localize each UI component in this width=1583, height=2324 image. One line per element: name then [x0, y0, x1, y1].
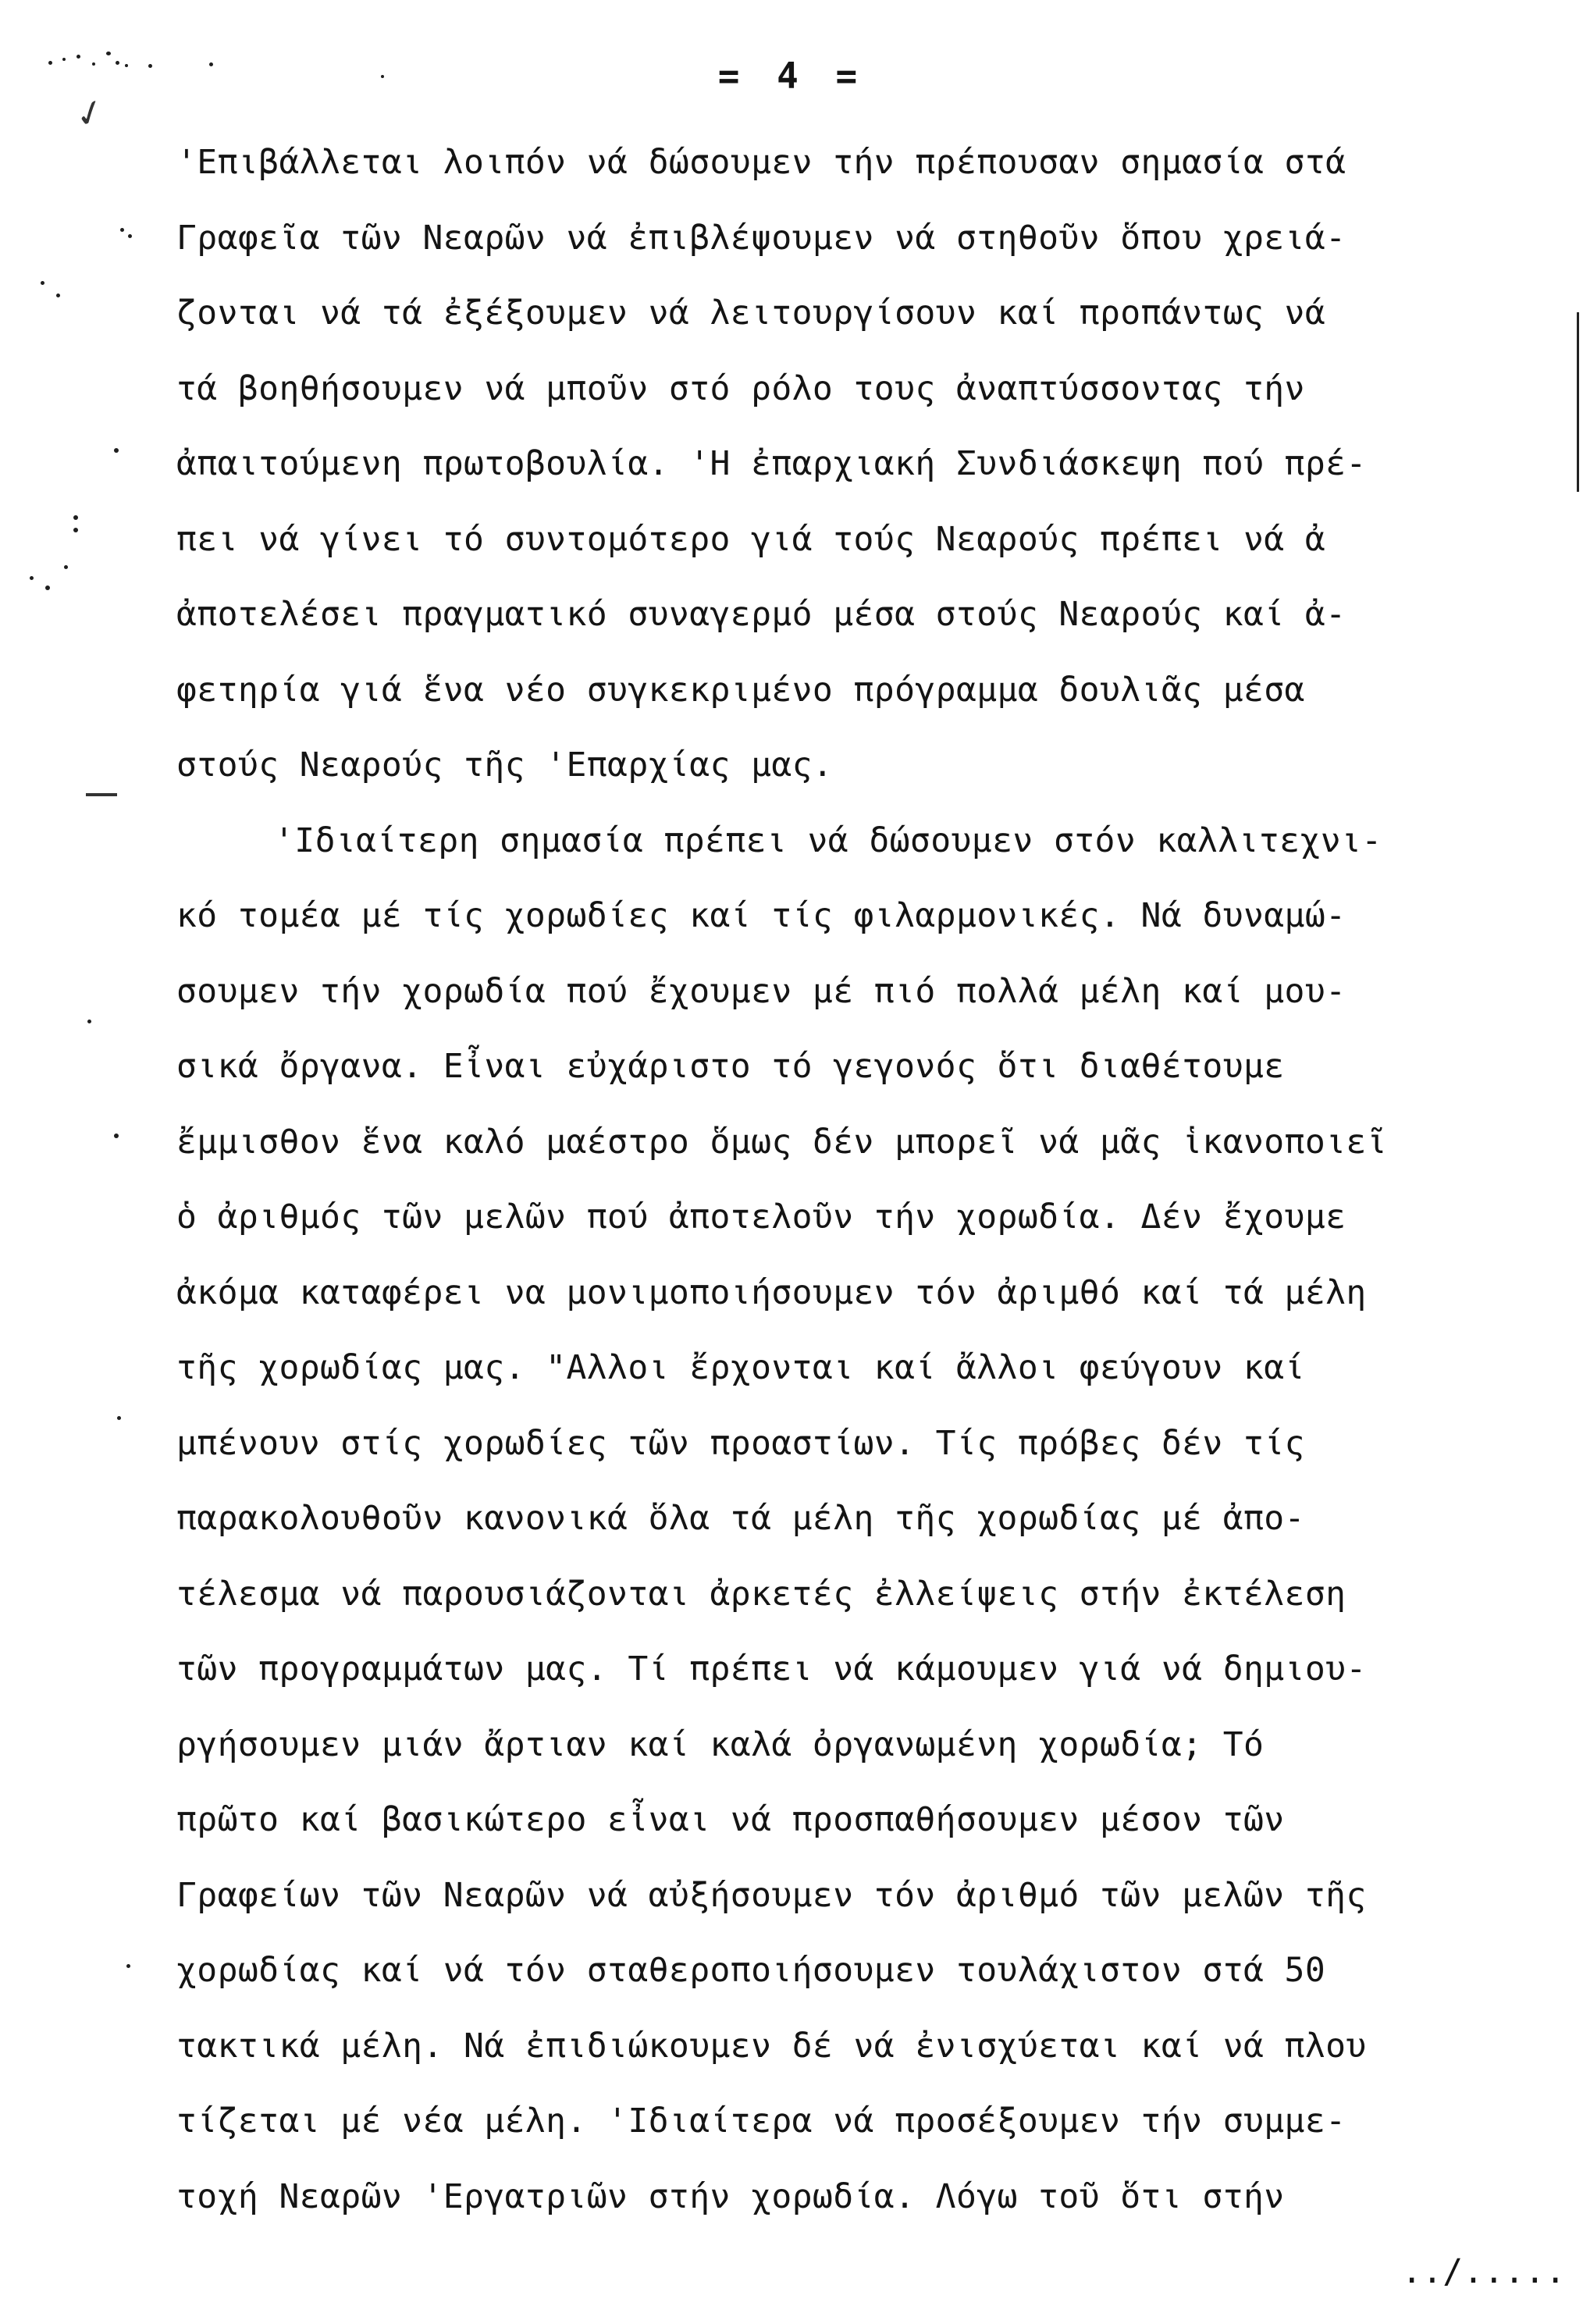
text-line: 'Ιδιαίτερη σημασία πρέπει νά δώσουμεν στόν καλλιτεχνι-: [274, 820, 1382, 860]
text-line: τακτικά μέλη. Νά ἐπιδιώκουμεν δέ νά ἐνισχύεται καί νά πλου: [176, 2026, 1367, 2066]
text-line: χορωδίας καί νά τόν σταθεροποιήσουμεν τουλάχιστον στά 50: [176, 1951, 1326, 1990]
text-line: τῆς χορωδίας μας. "Αλλοι ἔρχονται καί ἄλλοι φεύγουν καί: [176, 1348, 1305, 1387]
text-line: στούς Νεαρούς τῆς 'Επαρχίας μας.: [176, 746, 834, 785]
text-line: ἀκόμα καταφέρει να μονιμοποιήσουμεν τόν ἀριμθό καί τά μέλη: [176, 1272, 1367, 1312]
pen-tick-mark: ✓: [69, 88, 111, 138]
text-line: ἔμμισθον ἕνα καλό μαέστρο ὅμως δέν μπορεῖ νά μᾶς ἱκανοποιεῖ: [176, 1122, 1388, 1162]
right-edge-rule: [1577, 312, 1579, 492]
text-line: ἀπαιτούμενη πρωτοβουλία. 'Η ἐπαρχιακή Συνδιάσκεψη πού πρέ-: [176, 444, 1367, 483]
text-line: κό τομέα μέ τίς χορωδίες καί τίς φιλαρμονικές. Νά δυναμώ-: [176, 896, 1346, 935]
text-line: τέλεσμα νά παρουσιάζονται ἀρκετές ἐλλείψεις στήν ἐκτέλεση: [176, 1574, 1346, 1614]
text-line: τοχή Νεαρῶν 'Εργατριῶν στήν χορωδία. Λόγω τοῦ ὅτι στήν: [176, 2176, 1285, 2216]
text-line: σουμεν τήν χορωδία πού ἔχουμεν μέ πιό πολλά μέλη καί μου-: [176, 971, 1346, 1011]
text-line: παρακολουθοῦν κανονικά ὅλα τά μέλη τῆς χορωδίας μέ ἀπο-: [176, 1499, 1305, 1538]
margin-specks: [0, 0, 172, 2148]
text-line: 'Επιβάλλεται λοιπόν νά δώσουμεν τήν πρέπουσαν σημασία στά: [176, 143, 1346, 182]
page-number: = 4 =: [717, 55, 866, 97]
text-line: Γραφείων τῶν Νεαρῶν νά αὐξήσουμεν τόν ἀριθμό τῶν μελῶν τῆς: [176, 1875, 1367, 1915]
text-line: μπένουν στίς χορωδίες τῶν προαστίων. Τίς πρόβες δέν τίς: [176, 1423, 1305, 1463]
text-line: τίζεται μέ νέα μέλη. 'Ιδιαίτερα νά προσέξουμεν τήν συμμε-: [176, 2102, 1346, 2141]
text-line: ργήσουμεν μιάν ἄρτιαν καί καλά ὀργανωμένη χορωδία; Τό: [176, 1724, 1265, 1764]
text-line: Γραφεῖα τῶν Νεαρῶν νά ἐπιβλέψουμεν νά στηθοῦν ὅπου χρειά-: [176, 218, 1346, 258]
text-line: τῶν προγραμμάτων μας. Τί πρέπει νά κάμουμεν γιά νά δημιου-: [176, 1650, 1367, 1689]
text-line: πρῶτο καί βασικώτερο εἶναι νά προσπαθήσουμεν μέσον τῶν: [176, 1800, 1285, 1839]
text-line: πει νά γίνει τό συντομότερο γιά τούς Νεαρούς πρέπει νά ἀ: [176, 519, 1326, 559]
margin-dash-mark: [86, 793, 117, 796]
body-text: [176, 139, 1566, 2324]
text-line: φετηρία γιά ἕνα νέο συγκεκριμένο πρόγραμμα δουλιᾶς μέσα: [176, 670, 1305, 710]
text-line: ἀποτελέσει πραγματικό συναγερμό μέσα στούς Νεαρούς καί ἀ-: [176, 595, 1346, 634]
text-line: σικά ὄργανα. Εἶναι εὐχάριστο τό γεγονός ὅτι διαθέτουμε: [176, 1047, 1285, 1086]
text-line: ζονται νά τά ἐξέξουμεν νά λειτουργίσουν καί προπάντως νά: [176, 294, 1326, 333]
continuation-mark: ../.....: [1401, 2252, 1566, 2291]
text-line: ὁ ἀριθμός τῶν μελῶν πού ἀποτελοῦν τήν χορωδία. Δέν ἔχουμε: [176, 1198, 1346, 1237]
text-line: τά βοηθήσουμεν νά μποῦν στό ρόλο τους ἀναπτύσσοντας τήν: [176, 368, 1305, 408]
